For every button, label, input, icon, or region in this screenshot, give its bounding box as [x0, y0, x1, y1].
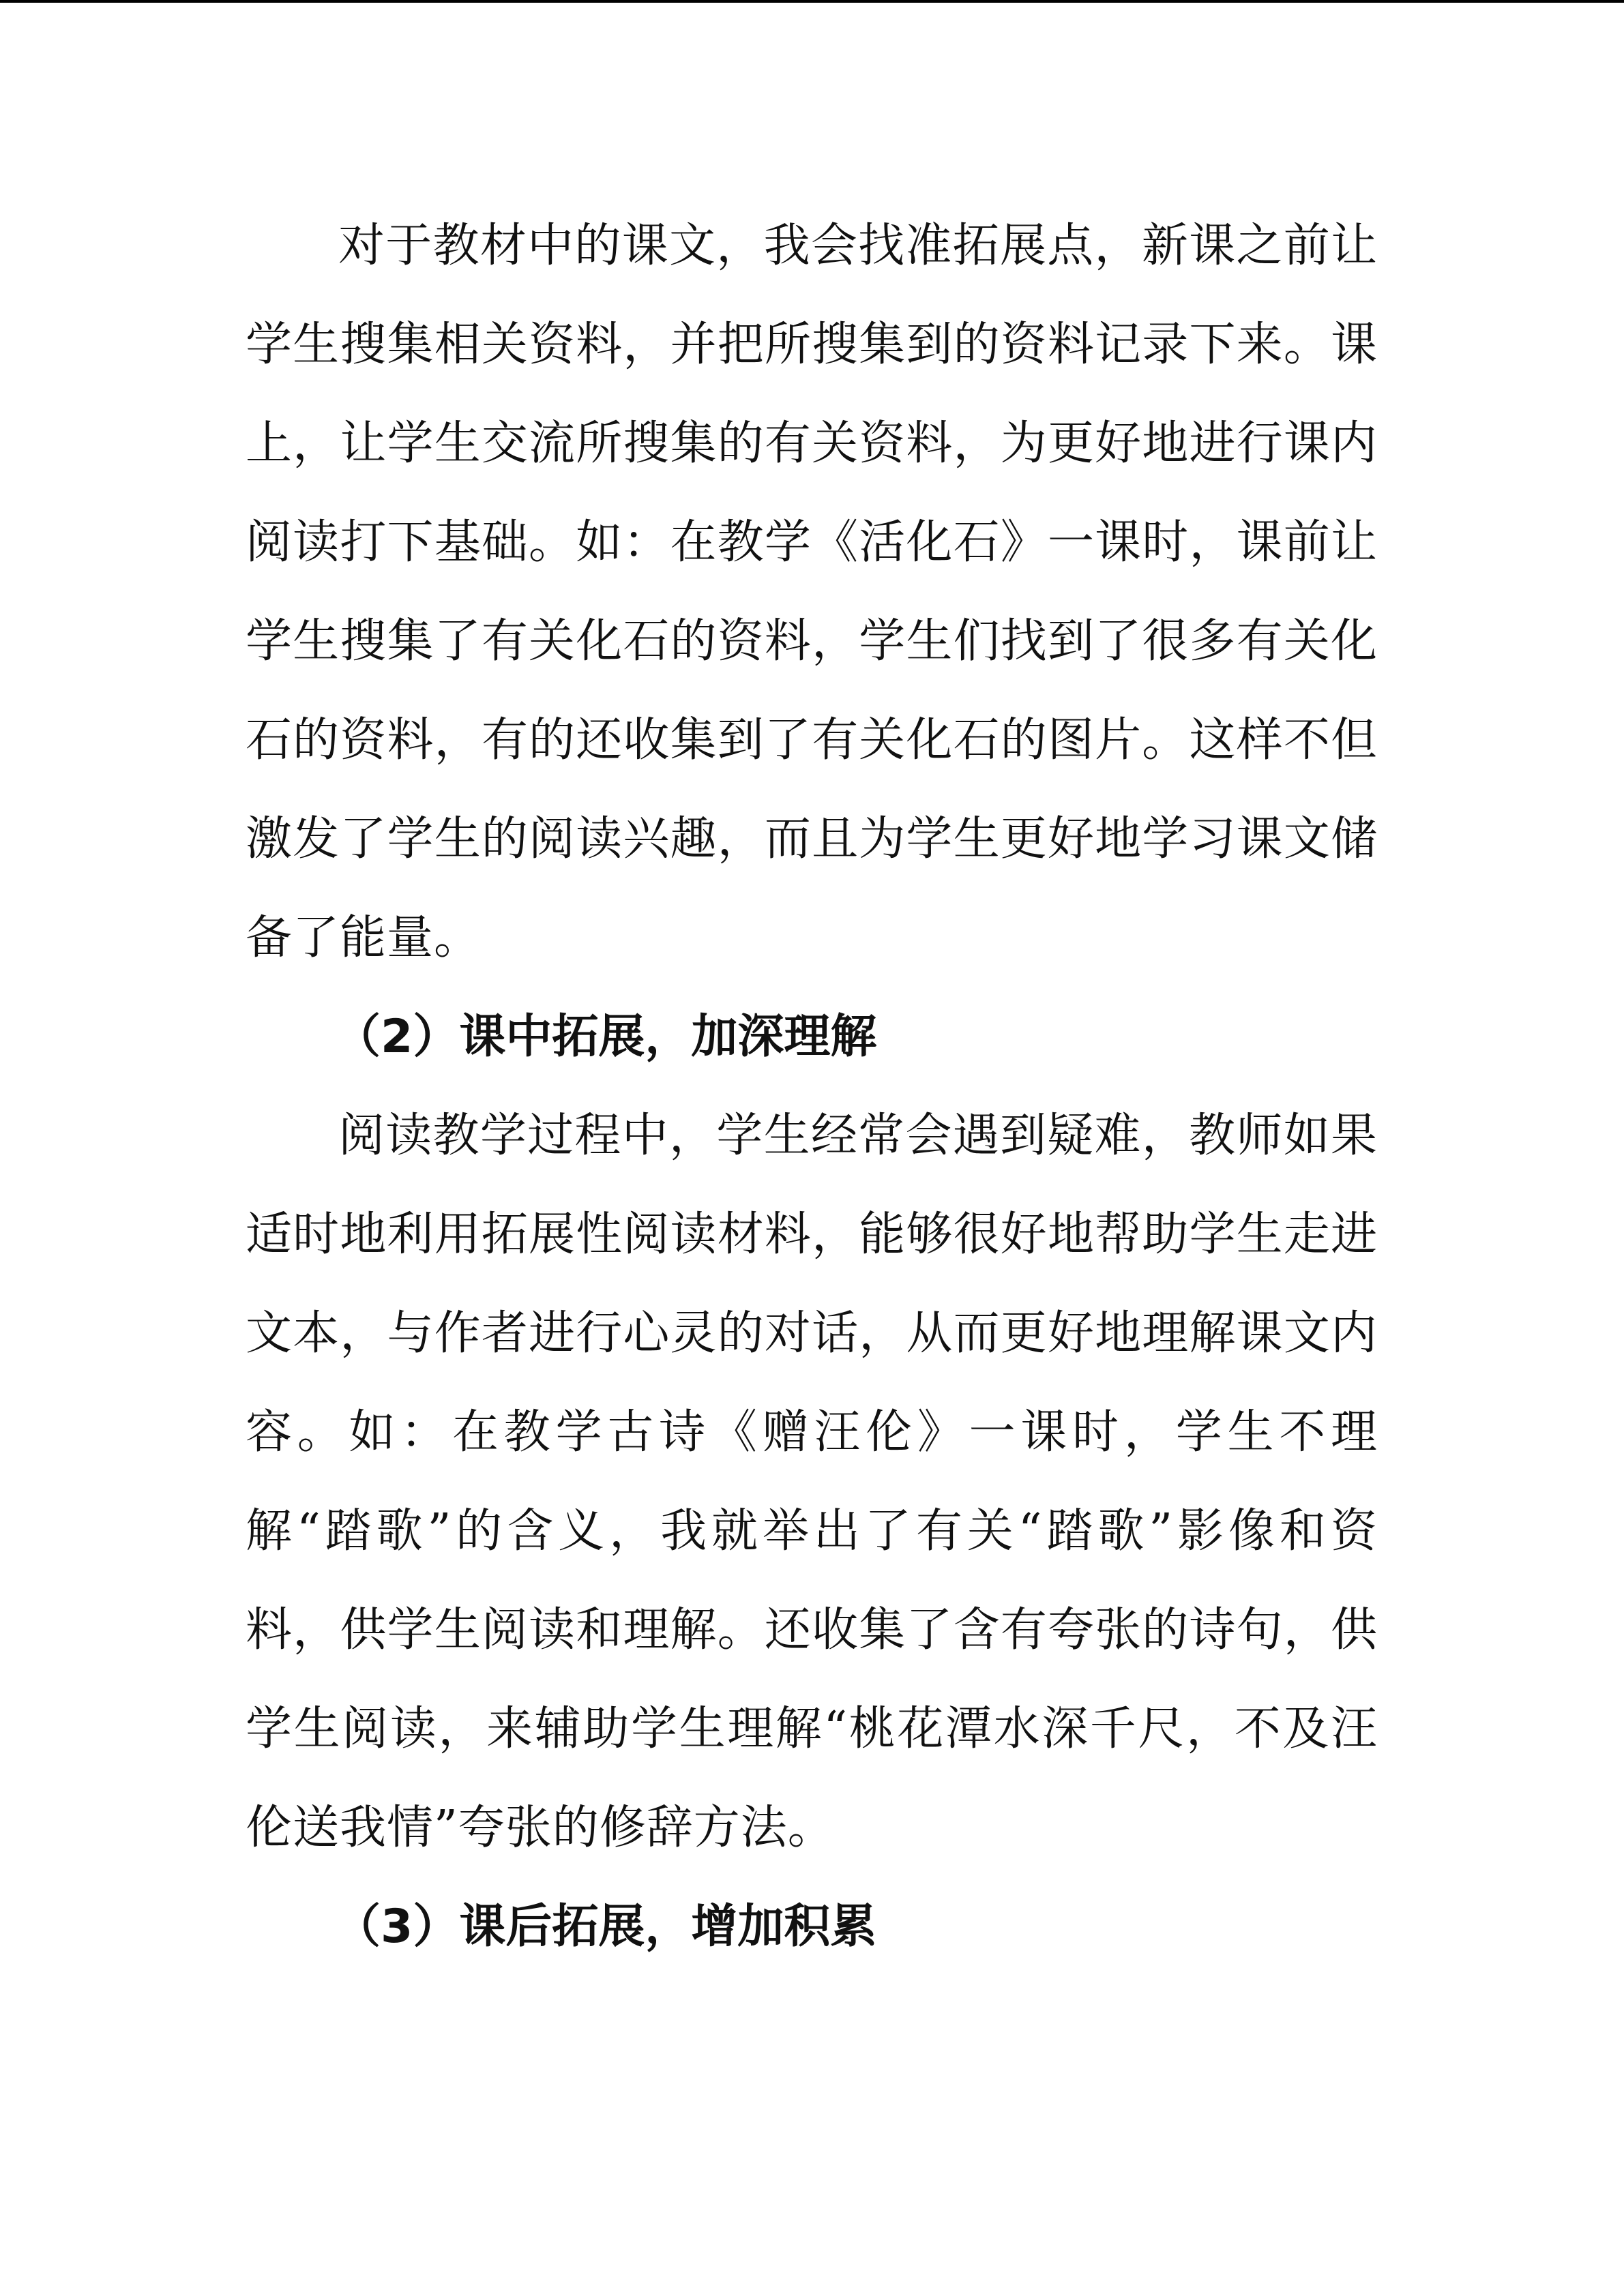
body-paragraph: 对于教材中的课文，我会找准拓展点，新课之前让学生搜集相关资料，并把所搜集到的资料记录下来。课上，让学生交流所搜集的有关资料，为更好地进行课内阅读打下基础。如：在教学《活化石》一课时，课前让学生搜集了有关化石的资料，学生们找到了很多有关化石的资料，有的还收集到了有关化石的图片。这样不但激发了学生的阅读兴趣，而且为学生更好地学习课文储备了能量。	[246, 219, 1378, 965]
section-heading: （3）课后拓展，增加积累	[334, 1900, 877, 1954]
page-top-border	[0, 0, 1624, 3]
body-paragraph: 阅读教学过程中，学生经常会遇到疑难，教师如果适时地利用拓展性阅读材料，能够很好地帮助学生走进文本，与作者进行心灵的对话，从而更好地理解课文内容。如：在教学古诗《赠汪伦》一课时，学生不理解“踏歌”的含义，我就举出了有关“踏歌”影像和资料，供学生阅读和理解。还收集了含有夸张的诗句，供学生阅读，来辅助学生理解“桃花潭水深千尺，不及汪伦送我情”夸张的修辞方法。	[246, 1109, 1378, 1855]
section-heading: （2）课中拓展，加深理解	[334, 1010, 877, 1064]
document-page	[246, 196, 1378, 1976]
